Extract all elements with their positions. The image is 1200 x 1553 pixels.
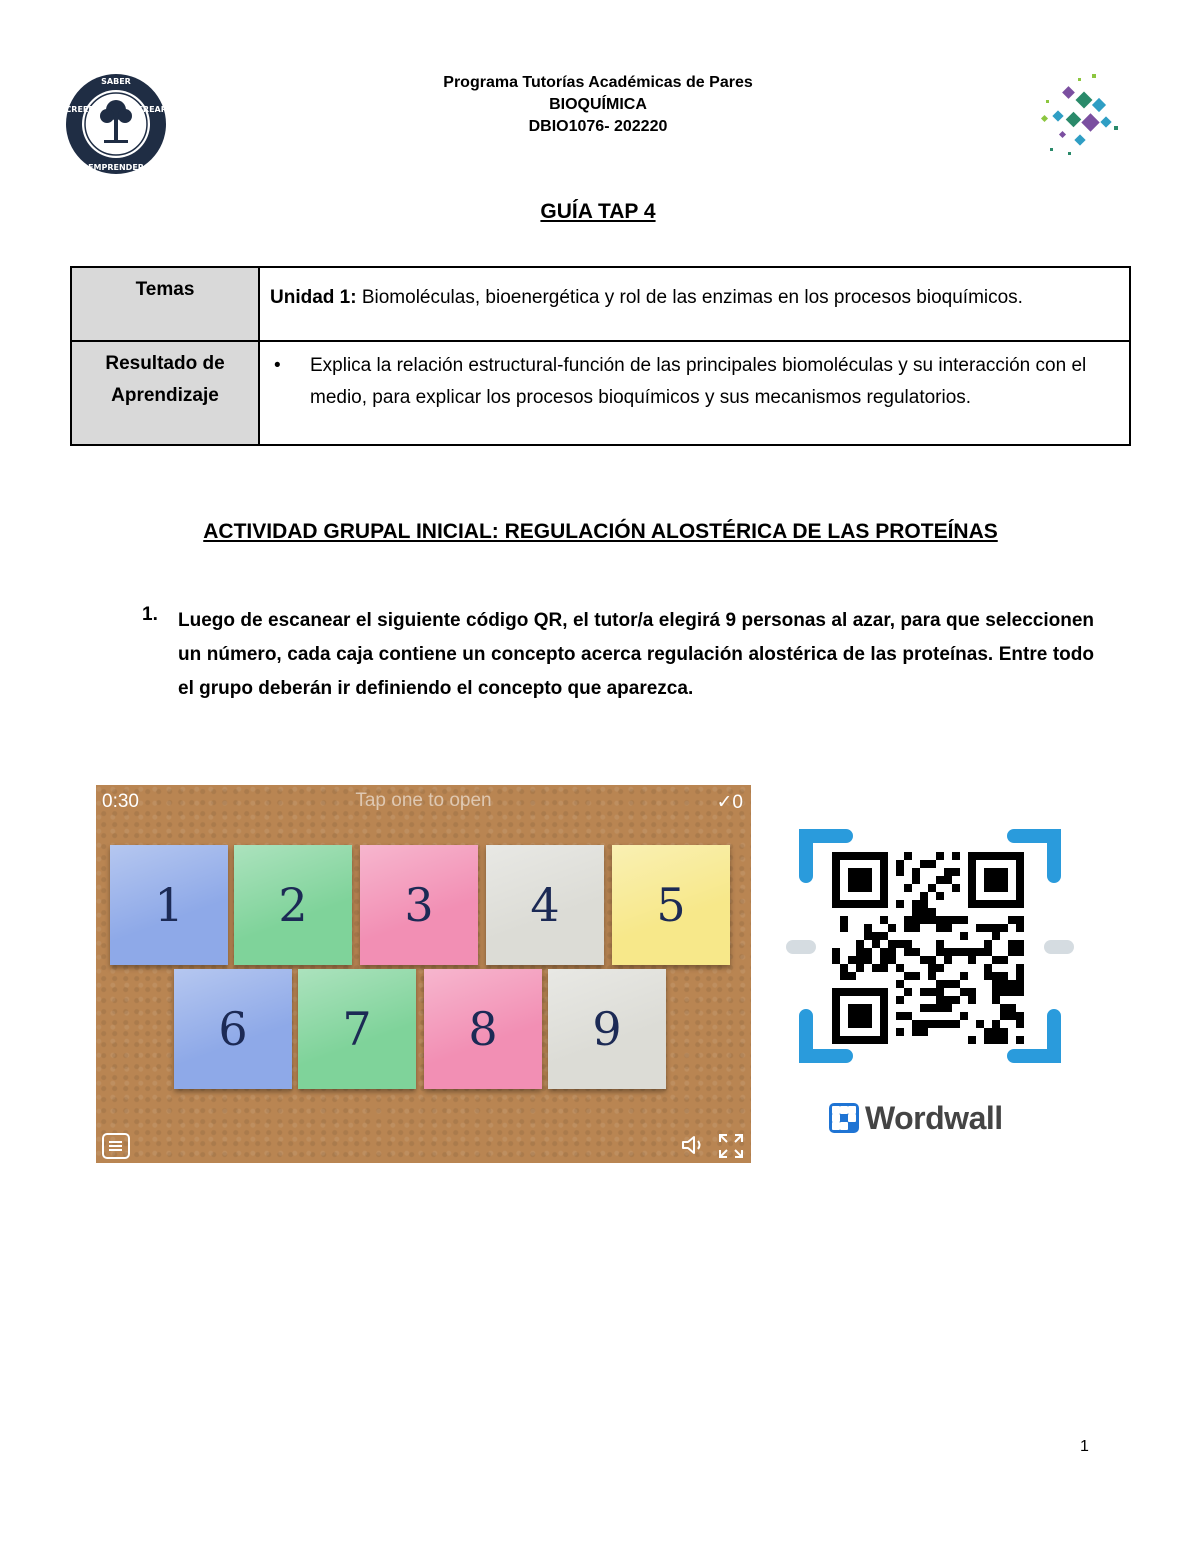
outcome-label [71,341,259,445]
sticky-note-7[interactable]: 7 [298,969,416,1089]
speaker-icon[interactable] [680,1133,706,1157]
activity-title: ACTIVIDAD GRUPAL INICIAL: REGULACIÓN ALOSTÉRICA DE LAS PROTEÍNAS [203,520,998,543]
seal-word-creer: CREER [65,105,95,114]
sticky-note-6[interactable]: 6 [174,969,292,1089]
outcome-value [259,341,1130,445]
unit-description: Biomoléculas, bioenergética y rol de las enzimas en los procesos bioquímicos. [361,287,1023,308]
seal-word-emprender: EMPRENDER [88,163,144,172]
seal-word-saber: SABER [101,77,131,86]
qr-code-icon[interactable] [786,816,1074,1076]
topics-label: Temas [71,267,259,341]
wordwall-logo-icon [829,1103,859,1133]
program-name: Programa Tutorías Académicas de Pares [443,74,753,91]
outcome-label-line2: Aprendizaje [111,385,219,406]
fullscreen-icon[interactable] [718,1133,744,1159]
sticky-note-3[interactable]: 3 [360,845,478,965]
subject-name: BIOQUÍMICA [549,96,647,113]
topics-table [70,266,1131,446]
page-number: 1 [1080,1438,1089,1455]
program-header [300,72,896,138]
game-timer: 0:30 [102,791,139,812]
guide-title: GUÍA TAP 4 [540,200,656,223]
course-code: DBIO1076- 202220 [528,118,668,135]
outcome-label-line1: Resultado de [105,353,225,374]
unit-label: Unidad 1: [270,287,357,308]
sticky-note-5[interactable]: 5 [612,845,730,965]
game-prompt: Tap one to open [355,790,492,811]
topics-value [259,267,1130,341]
question-text: Luego de escanear el siguiente código QR, el tutor/a elegirá 9 personas al azar, para que seleccionen un número, cada caja contiene un concepto acerca regulación alostérica de las proteínas. Entre todo el grupo deberán ir definiendo el concepto que aparezca. [178,610,1094,699]
menu-icon[interactable] [102,1133,130,1159]
sticky-note-8[interactable]: 8 [424,969,542,1089]
wordwall-brand [829,1098,1003,1138]
sticky-note-1[interactable]: 1 [110,845,228,965]
wordwall-game-board [96,785,751,1163]
diamond-dots-logo [1020,66,1124,170]
sticky-note-9[interactable]: 9 [548,969,666,1089]
university-seal-logo [64,72,168,176]
question-number: 1. [142,604,158,625]
game-score: ✓0 [716,792,743,813]
wordwall-name: Wordwall [865,1099,1003,1136]
outcome-text: Explica la relación estructural-función de las principales biomoléculas y su interacción con el medio, para explicar los procesos bioquímicos y sus mecanismos regulatorios. [310,355,1087,408]
sticky-note-4[interactable]: 4 [486,845,604,965]
sticky-note-2[interactable]: 2 [234,845,352,965]
bullet-icon: • [274,355,281,376]
seal-word-crear: CREAR [137,105,167,114]
